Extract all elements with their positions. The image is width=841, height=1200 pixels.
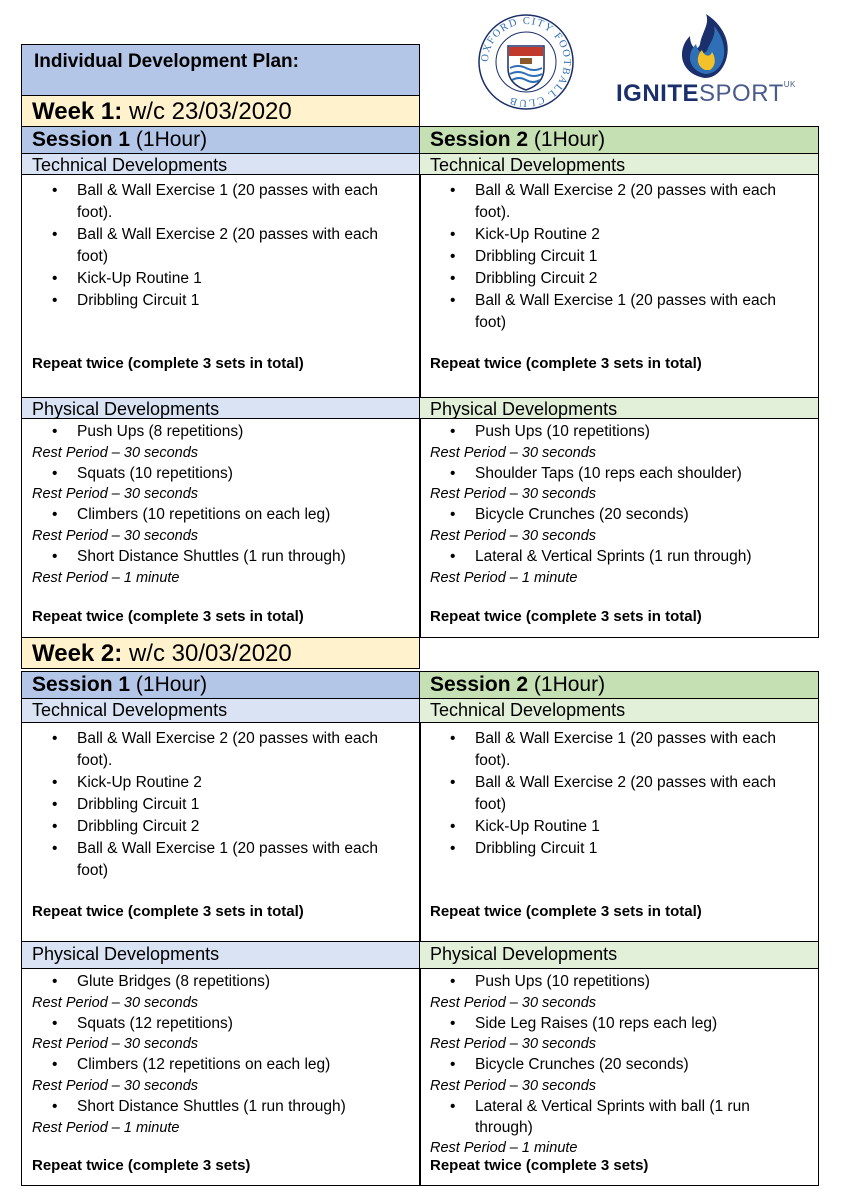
week-2-header xyxy=(21,637,420,669)
rest-period: Rest Period – 1 minute xyxy=(32,569,180,586)
list-item-text: Bicycle Crunches (20 seconds) xyxy=(475,1056,689,1074)
session-duration: (1Hour) xyxy=(135,128,208,151)
list-item: • Short Distance Shuttles (1 run through) xyxy=(52,1097,346,1115)
list-item-text: Climbers (10 repetitions on each leg) xyxy=(77,506,331,524)
list-item-text: Kick-Up Routine 2 xyxy=(475,226,600,243)
list-item-text: Lateral & Vertical Sprints (1 run through) xyxy=(475,547,752,565)
list-item-text: Ball & Wall Exercise 1 (20 passes with each foot) xyxy=(475,292,776,331)
session-duration: (1Hour) xyxy=(533,128,606,151)
physical-list xyxy=(22,422,420,588)
ignite-sport-wordmark xyxy=(616,80,796,108)
list-item-text: Dribbling Circuit 2 xyxy=(77,818,200,835)
session-name: Session 2 xyxy=(430,673,529,696)
list-item: • Dribbling Circuit 1 xyxy=(450,840,598,857)
list-item-text: Climbers (12 repetitions on each leg) xyxy=(77,1056,331,1074)
session-duration: (1Hour) xyxy=(135,673,208,696)
repeat-note: Repeat twice (complete 3 sets in total) xyxy=(32,903,304,920)
list-item-text: Kick-Up Routine 1 xyxy=(475,818,600,835)
list-item: • Lateral & Vertical Sprints with ball (1 run through) xyxy=(450,1097,750,1136)
list-item: • Ball & Wall Exercise 1 (20 passes with each foot). xyxy=(52,182,378,221)
list-item: • Lateral & Vertical Sprints (1 run through) xyxy=(450,547,752,565)
list-item-text: Squats (10 repetitions) xyxy=(77,464,233,482)
list-item-text: Dribbling Circuit 1 xyxy=(77,292,200,309)
week-1-header xyxy=(21,95,420,127)
rest-period: Rest Period – 30 seconds xyxy=(32,486,199,503)
section-title: Physical Developments xyxy=(430,399,618,419)
week-2-session-2-header xyxy=(419,671,819,699)
physical-list xyxy=(22,972,420,1138)
list-item-text: Dribbling Circuit 2 xyxy=(475,270,598,287)
list-item: • Side Leg Raises (10 reps each leg) xyxy=(450,1014,718,1032)
section-title: Technical Developments xyxy=(430,155,626,175)
list-item: • Ball & Wall Exercise 1 (20 passes with each foot) xyxy=(450,292,776,331)
list-item-text: Kick-Up Routine 1 xyxy=(77,270,202,287)
list-item: • Shoulder Taps (10 reps each shoulder) xyxy=(450,464,742,482)
section-title: Technical Developments xyxy=(430,700,626,720)
section-title: Technical Developments xyxy=(32,155,228,175)
week-1-date: w/c 23/03/2020 xyxy=(128,98,292,125)
list-item: • Squats (10 repetitions) xyxy=(52,464,233,482)
list-item-text: Side Leg Raises (10 reps each leg) xyxy=(475,1014,718,1032)
repeat-note: Repeat twice (complete 3 sets in total) xyxy=(430,903,702,920)
list-item-text: Dribbling Circuit 1 xyxy=(475,840,598,857)
list-item-text: Dribbling Circuit 1 xyxy=(475,248,598,265)
list-item-text: Dribbling Circuit 1 xyxy=(77,796,200,813)
rest-period: Rest Period – 30 seconds xyxy=(430,444,597,461)
list-item-text: Kick-Up Routine 2 xyxy=(77,774,202,791)
rest-period: Rest Period – 1 minute xyxy=(430,1140,578,1157)
week-1-session-1-technical-title xyxy=(21,153,421,175)
crest-text: OXFORD CITY FOOTBALL CLUB xyxy=(479,15,573,109)
list-item: • Dribbling Circuit 2 xyxy=(52,818,200,835)
list-item: • Ball & Wall Exercise 2 (20 passes with each foot). xyxy=(450,182,776,221)
session-title xyxy=(430,673,605,697)
oxford-city-crest-logo xyxy=(476,12,576,112)
list-item: • Ball & Wall Exercise 2 (20 passes with each foot) xyxy=(52,226,378,265)
session-name: Session 1 xyxy=(32,673,131,696)
repeat-note: Repeat twice (complete 3 sets in total) xyxy=(430,355,702,372)
section-title: Physical Developments xyxy=(430,944,618,964)
week-2-session-1-physical-title xyxy=(21,941,421,969)
list-item: • Kick-Up Routine 1 xyxy=(52,270,202,287)
list-item: • Kick-Up Routine 1 xyxy=(450,818,600,835)
list-item-text: Ball & Wall Exercise 2 (20 passes with each foot). xyxy=(475,182,776,221)
rest-period: Rest Period – 30 seconds xyxy=(32,1036,199,1053)
list-item: • Bicycle Crunches (20 seconds) xyxy=(450,1056,689,1074)
list-item-text: Bicycle Crunches (20 seconds) xyxy=(475,506,689,524)
list-item: • Dribbling Circuit 1 xyxy=(450,248,598,265)
rest-period: Rest Period – 1 minute xyxy=(430,569,578,586)
list-item: • Dribbling Circuit 1 xyxy=(52,292,200,309)
technical-list xyxy=(22,728,420,882)
rest-period: Rest Period – 30 seconds xyxy=(430,486,597,503)
week-2-session-2-physical-title xyxy=(419,941,819,969)
list-item-text: Short Distance Shuttles (1 run through) xyxy=(77,1097,346,1115)
week-2-session-1-header xyxy=(21,671,421,699)
rest-period: Rest Period – 30 seconds xyxy=(32,444,199,461)
rest-period: Rest Period – 30 seconds xyxy=(32,527,199,544)
list-item-text: Ball & Wall Exercise 2 (20 passes with each foot) xyxy=(475,774,776,813)
list-item: • Climbers (10 repetitions on each leg) xyxy=(52,506,331,524)
list-item: • Ball & Wall Exercise 1 (20 passes with each foot) xyxy=(52,840,378,879)
ignite-uk-text: UK xyxy=(783,80,796,89)
flame-icon xyxy=(670,14,740,80)
session-title xyxy=(32,673,207,697)
repeat-note: Repeat twice (complete 3 sets in total) xyxy=(32,355,304,372)
week-1-session-2-physical-content xyxy=(419,418,819,638)
rest-period: Rest Period – 30 seconds xyxy=(32,1077,199,1094)
list-item-text: Ball & Wall Exercise 2 (20 passes with each foot). xyxy=(77,730,378,769)
list-item: • Ball & Wall Exercise 2 (20 passes with each foot) xyxy=(450,774,776,813)
week-2-heading xyxy=(32,640,292,668)
list-item-text: Lateral & Vertical Sprints with ball (1 run through) xyxy=(475,1097,750,1136)
physical-list xyxy=(420,422,818,588)
repeat-note: Repeat twice (complete 3 sets) xyxy=(430,1157,649,1174)
session-duration: (1Hour) xyxy=(533,673,606,696)
list-item: • Bicycle Crunches (20 seconds) xyxy=(450,506,689,524)
list-item: • Glute Bridges (8 repetitions) xyxy=(52,973,270,990)
list-item: • Push Ups (10 repetitions) xyxy=(450,973,650,990)
list-item-text: Ball & Wall Exercise 1 (20 passes with each foot). xyxy=(475,730,776,769)
list-item: • Climbers (12 repetitions on each leg) xyxy=(52,1056,331,1074)
week-2-session-2-technical-content xyxy=(419,722,819,942)
week-1-label: Week 1: xyxy=(32,98,123,125)
rest-period: Rest Period – 30 seconds xyxy=(32,994,199,1011)
week-1-session-1-physical-title xyxy=(21,397,421,419)
list-item: • Dribbling Circuit 2 xyxy=(450,270,598,287)
technical-list xyxy=(420,728,818,860)
logo-area xyxy=(470,8,840,118)
plan-title-cell xyxy=(21,44,420,96)
week-2-session-1-physical-content xyxy=(21,968,421,1186)
list-item: • Dribbling Circuit 1 xyxy=(52,796,200,813)
week-2-session-1-technical-content xyxy=(21,722,421,942)
repeat-note: Repeat twice (complete 3 sets in total) xyxy=(430,608,702,625)
list-item: • Squats (12 repetitions) xyxy=(52,1014,233,1032)
week-2-date: w/c 30/03/2020 xyxy=(128,640,292,667)
list-item: • Push Ups (10 repetitions) xyxy=(450,423,650,440)
week-1-heading xyxy=(32,98,292,126)
week-2-session-2-technical-title xyxy=(419,698,819,723)
week-1-session-2-technical-content xyxy=(419,174,819,398)
list-item-text: Shoulder Taps (10 reps each shoulder) xyxy=(475,464,742,482)
list-item-text: Ball & Wall Exercise 1 (20 passes with each foot) xyxy=(77,840,378,879)
list-item-text: Ball & Wall Exercise 2 (20 passes with each foot) xyxy=(77,226,378,265)
section-title: Physical Developments xyxy=(32,944,220,964)
list-item: • Kick-Up Routine 2 xyxy=(52,774,202,791)
session-title xyxy=(430,128,605,152)
technical-list xyxy=(420,180,818,334)
physical-list xyxy=(420,972,818,1159)
list-item: • Ball & Wall Exercise 2 (20 passes with each foot). xyxy=(52,730,378,769)
week-1-session-2-physical-title xyxy=(419,397,819,419)
session-name: Session 1 xyxy=(32,128,131,151)
list-item: • Push Ups (8 repetitions) xyxy=(52,423,244,440)
rest-period: Rest Period – 1 minute xyxy=(32,1119,180,1136)
week-1-session-1-header xyxy=(21,126,421,154)
rest-period: Rest Period – 30 seconds xyxy=(430,527,597,544)
repeat-note: Repeat twice (complete 3 sets in total) xyxy=(32,608,304,625)
rest-period: Rest Period – 30 seconds xyxy=(430,1077,597,1094)
rest-period: Rest Period – 30 seconds xyxy=(430,1036,597,1053)
list-item-text: Push Ups (10 repetitions) xyxy=(475,423,650,440)
list-item-text: Squats (12 repetitions) xyxy=(77,1014,233,1032)
list-item-text: Glute Bridges (8 repetitions) xyxy=(77,973,270,990)
list-item-text: Short Distance Shuttles (1 run through) xyxy=(77,547,346,565)
list-item-text: Ball & Wall Exercise 1 (20 passes with each foot). xyxy=(77,182,378,221)
week-1-session-2-technical-title xyxy=(419,153,819,175)
list-item: • Ball & Wall Exercise 1 (20 passes with each foot). xyxy=(450,730,776,769)
list-item: • Short Distance Shuttles (1 run through) xyxy=(52,547,346,565)
plan-title: Individual Development Plan: xyxy=(34,51,299,72)
ignite-bold-text: IGNITE xyxy=(616,80,700,107)
ignite-sport-logo xyxy=(608,14,808,114)
technical-list xyxy=(22,180,420,312)
section-title: Technical Developments xyxy=(32,700,228,720)
ignite-light-text: SPORT xyxy=(699,80,784,107)
list-item: • Kick-Up Routine 2 xyxy=(450,226,600,243)
rest-period: Rest Period – 30 seconds xyxy=(430,994,597,1011)
week-1-session-1-physical-content xyxy=(21,418,421,638)
week-1-session-1-technical-content xyxy=(21,174,421,398)
list-item-text: Push Ups (10 repetitions) xyxy=(475,973,650,990)
week-2-session-2-physical-content xyxy=(419,968,819,1186)
week-2-label: Week 2: xyxy=(32,640,123,667)
week-2-session-1-technical-title xyxy=(21,698,421,723)
session-title xyxy=(32,128,207,152)
list-item-text: Push Ups (8 repetitions) xyxy=(77,423,244,440)
repeat-note: Repeat twice (complete 3 sets) xyxy=(32,1157,251,1174)
section-title: Physical Developments xyxy=(32,399,220,419)
session-name: Session 2 xyxy=(430,128,529,151)
week-1-session-2-header xyxy=(419,126,819,154)
